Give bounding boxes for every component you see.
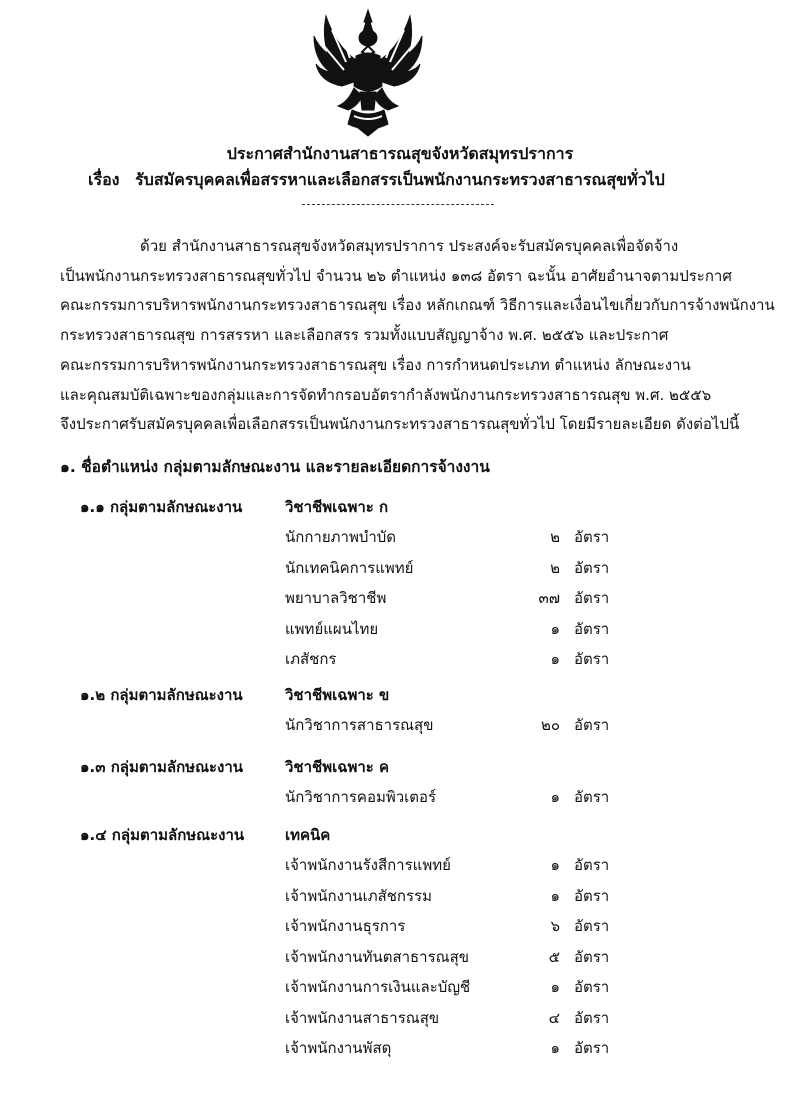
position-name: เจ้าพนักงานรังสีการแพทย์ [285, 856, 451, 874]
group-category: วิชาชีพเฉพาะ ข [285, 686, 390, 704]
group-heading [80, 492, 720, 522]
position-count: ๑ [550, 886, 560, 905]
position-count: ๑ [550, 1039, 560, 1057]
position-row [80, 850, 720, 881]
group-number-label: ๑.๑ กลุ่มตามลักษณะงาน [80, 498, 243, 516]
group-number-label: ๑.๒ กลุ่มตามลักษณะงาน [80, 686, 243, 704]
position-count: ๑ [550, 856, 560, 874]
section-1-title: ๑. ชื่อตำแหน่ง กลุ่มตามลักษณะงาน และรายละเอียดการจ้างงาน [60, 458, 490, 476]
position-name: เภสัชกร [285, 650, 337, 668]
position-name: เจ้าพนักงานการเงินและบัญชี [285, 978, 471, 996]
position-name: นักวิชาการสาธารณสุข [285, 716, 434, 734]
position-name: นักเทคนิคการแพทย์ [285, 558, 414, 577]
body-line: คณะกรรมการบริหารพนักงานกระทรวงสาธารณสุข เรื่อง หลักเกณฑ์ วิธีการและเงื่อนไขเกี่ยวกับการจ้างพนักงาน [60, 296, 775, 315]
group-number-label: ๑.๔ กลุ่มตามลักษณะงาน [80, 826, 245, 844]
group-category: วิชาชีพเฉพาะ ค [285, 758, 390, 776]
position-count: ๓๗ [538, 589, 560, 607]
position-unit: อัตรา [574, 917, 610, 935]
position-unit: อัตรา [574, 528, 610, 546]
position-count: ๔ [548, 1008, 560, 1027]
position-row [80, 522, 720, 553]
position-row [80, 614, 720, 645]
position-row [80, 942, 720, 973]
position-count: ๒๐ [540, 716, 560, 734]
group-1-4 [80, 820, 720, 1064]
position-unit: อัตรา [574, 788, 610, 806]
title-divider [302, 204, 494, 205]
position-count: ๑ [550, 978, 560, 996]
position-row [80, 1003, 720, 1034]
position-name: เจ้าพนักงานเภสัชกรรม [285, 886, 432, 905]
position-unit: อัตรา [574, 1008, 610, 1027]
body-line: กระทรวงสาธารณสุข การสรรหา และเลือกสรร รวมทั้งแบบสัญญาจ้าง พ.ศ. ๒๕๕๖ และประกาศ [60, 326, 669, 345]
position-name: พยาบาลวิชาชีพ [285, 589, 387, 607]
position-name: นักกายภาพบำบัด [285, 528, 397, 546]
position-unit: อัตรา [574, 856, 610, 874]
position-row [80, 782, 720, 813]
position-count: ๒ [550, 558, 560, 577]
position-unit: อัตรา [574, 978, 610, 996]
subject-label: เรื่อง [88, 170, 120, 189]
group-category: เทคนิค [285, 826, 331, 844]
position-unit: อัตรา [574, 1039, 610, 1057]
group-heading [80, 680, 720, 710]
announcement-body [60, 232, 775, 440]
position-name: เจ้าพนักงานธุรการ [285, 917, 406, 935]
position-name: นักวิชาการคอมพิวเตอร์ [285, 788, 437, 806]
position-row [80, 972, 720, 1003]
position-row [80, 553, 720, 584]
group-1-3 [80, 752, 720, 813]
position-unit: อัตรา [574, 716, 610, 734]
body-line: เป็นพนักงานกระทรวงสาธารณสุขทั่วไป จำนวน ๒๖ ตำแหน่ง ๑๓๘ อัตรา ฉะนั้น อาศัยอำนาจตามประกาศ [60, 266, 732, 285]
subject-text: รับสมัครบุคคลเพื่อสรรหาและเลือกสรรเป็นพนักงานกระทรวงสาธารณสุขทั่วไป [135, 170, 665, 189]
group-1-2 [80, 680, 720, 741]
announcement-title: ประกาศสำนักงานสาธารณสุขจังหวัดสมุทรปราการ [226, 144, 574, 163]
group-heading [80, 820, 720, 850]
group-number-label: ๑.๓ กลุ่มตามลักษณะงาน [80, 758, 244, 776]
position-row [80, 911, 720, 942]
position-row [80, 1033, 720, 1064]
position-count: ๕ [548, 947, 560, 966]
position-name: เจ้าพนักงานสาธารณสุข [285, 1008, 440, 1027]
group-1-1 [80, 492, 720, 675]
position-row [80, 881, 720, 912]
position-row [80, 710, 720, 741]
group-heading [80, 752, 720, 782]
position-unit: อัตรา [574, 619, 610, 638]
position-unit: อัตรา [574, 886, 610, 905]
announcement-subject [88, 168, 768, 193]
position-count: ๑ [550, 788, 560, 806]
position-count: ๑ [550, 650, 560, 668]
position-unit: อัตรา [574, 558, 610, 577]
position-count: ๒ [550, 528, 560, 546]
position-unit: อัตรา [574, 650, 610, 668]
position-unit: อัตรา [574, 947, 610, 966]
position-row [80, 583, 720, 614]
position-name: เจ้าพนักงานทันตสาธารณสุข [285, 947, 469, 966]
position-name: แพทย์แผนไทย [285, 619, 379, 638]
position-count: ๖ [550, 917, 560, 935]
body-line: คณะกรรมการบริหารพนักงานกระทรวงสาธารณสุข เรื่อง การกำหนดประเภท ตำแหน่ง ลักษณะงาน [60, 355, 691, 374]
garuda-emblem-icon [308, 6, 428, 138]
body-line: และคุณสมบัติเฉพาะของกลุ่มและการจัดทำกรอบอัตรากำลังพนักงานกระทรวงสาธารณสุข พ.ศ. ๒๕๕๖ [60, 385, 712, 404]
position-count: ๑ [550, 619, 560, 638]
body-line: จึงประกาศรับสมัครบุคคลเพื่อเลือกสรรเป็นพนักงานกระทรวงสาธารณสุขทั่วไป โดยมีรายละเอียด ดังต่อไปนี้ [60, 415, 740, 434]
position-row [80, 644, 720, 675]
position-name: เจ้าพนักงานพัสดุ [285, 1039, 392, 1057]
position-unit: อัตรา [574, 589, 610, 607]
group-category: วิชาชีพเฉพาะ ก [285, 498, 389, 516]
body-line: ด้วย สำนักงานสาธารณสุขจังหวัดสมุทรปราการ ประสงค์จะรับสมัครบุคคลเพื่อจัดจ้าง [140, 237, 679, 255]
